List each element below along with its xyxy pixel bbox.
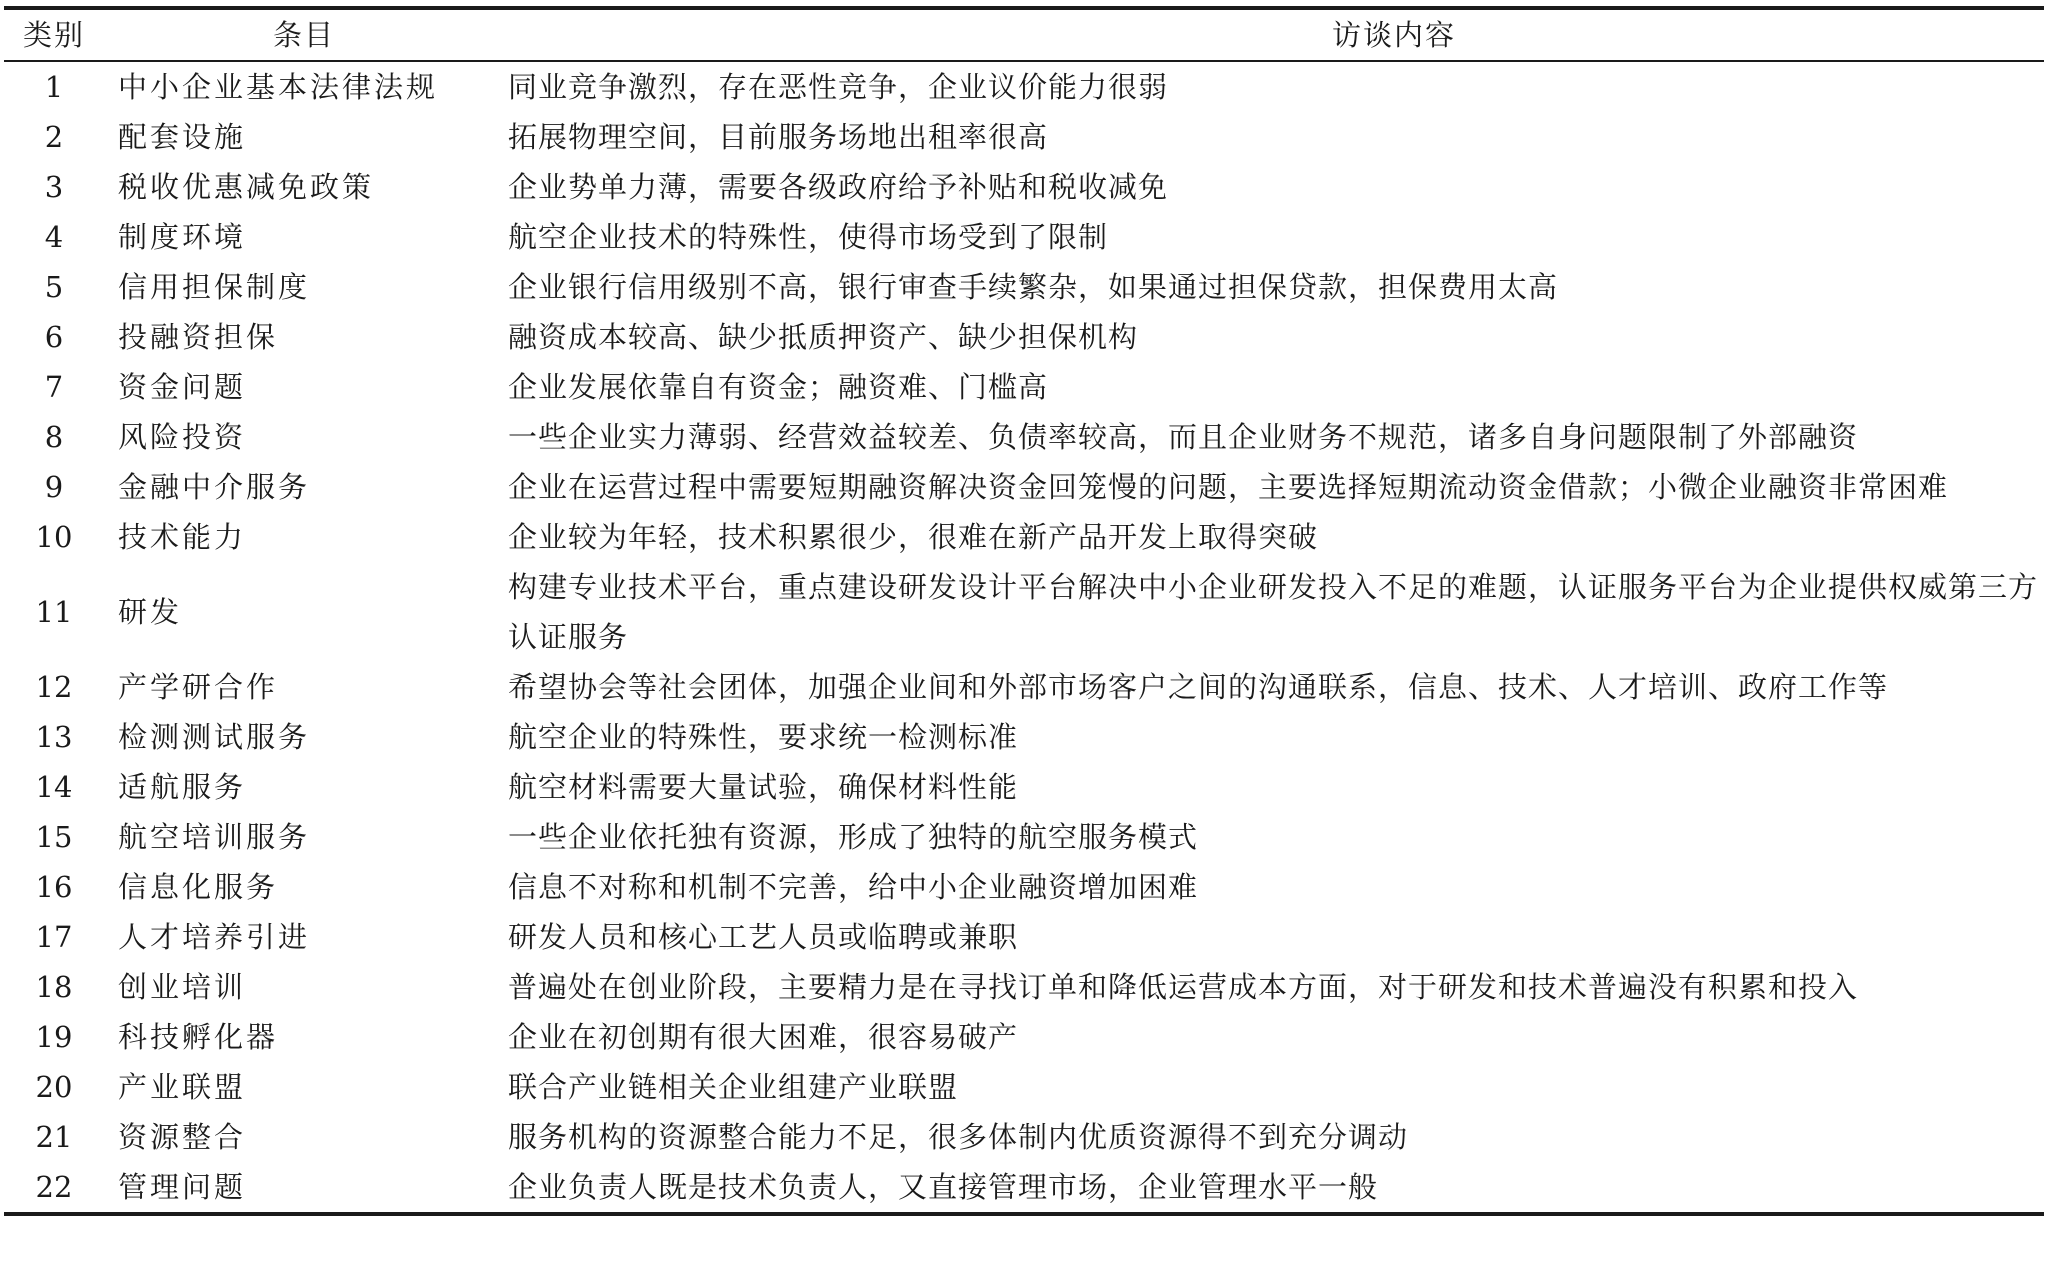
row-item: 检测测试服务 xyxy=(118,720,311,754)
row-number: 3 xyxy=(44,170,64,204)
row-content: 融资成本较高、缺少抵质押资产、缺少担保机构 xyxy=(508,320,1139,354)
row-item: 中小企业基本法律法规 xyxy=(118,70,439,104)
row-number: 22 xyxy=(35,1170,73,1204)
row-content: 航空企业技术的特殊性，使得市场受到了限制 xyxy=(508,220,1109,254)
row-item: 资金问题 xyxy=(118,370,247,404)
row-content: 研发人员和核心工艺人员或临聘或兼职 xyxy=(508,920,1019,954)
row-content: 普遍处在创业阶段，主要精力是在寻找订单和降低运营成本方面，对于研发和技术普遍没有积累和投入 xyxy=(508,970,1859,1004)
row-number: 21 xyxy=(35,1120,73,1154)
table-row xyxy=(4,312,2044,362)
table-row xyxy=(4,762,2044,812)
row-content: 企业在运营过程中需要短期融资解决资金回笼慢的问题，主要选择短期流动资金借款；小微企业融资非常困难 xyxy=(508,470,1949,504)
table-row xyxy=(4,512,2044,562)
table-row xyxy=(4,862,2044,912)
table-row xyxy=(4,1112,2044,1162)
row-number: 4 xyxy=(44,220,64,254)
row-content: 航空材料需要大量试验，确保材料性能 xyxy=(508,770,1019,804)
table-row xyxy=(4,662,2044,712)
row-content: 同业竞争激烈，存在恶性竞争，企业议价能力很弱 xyxy=(508,70,1169,104)
row-item: 产业联盟 xyxy=(118,1070,247,1104)
row-content: 一些企业依托独有资源，形成了独特的航空服务模式 xyxy=(508,820,1199,854)
table-row xyxy=(4,1162,2044,1214)
interview-table-container xyxy=(4,6,2044,1216)
header-category: 类别 xyxy=(22,18,85,52)
table-row xyxy=(4,412,2044,462)
row-item: 产学研合作 xyxy=(118,670,279,704)
row-number: 9 xyxy=(44,470,64,504)
table-row xyxy=(4,1062,2044,1112)
row-item: 信息化服务 xyxy=(118,870,279,904)
table-body xyxy=(4,61,2044,1214)
row-number: 7 xyxy=(44,370,64,404)
row-number: 15 xyxy=(35,820,73,854)
row-number: 13 xyxy=(35,720,73,754)
table-row xyxy=(4,462,2044,512)
header-item: 条目 xyxy=(272,18,335,52)
row-content: 航空企业的特殊性，要求统一检测标准 xyxy=(508,720,1019,754)
row-number: 8 xyxy=(44,420,64,454)
row-number: 10 xyxy=(35,520,73,554)
table-row xyxy=(4,912,2044,962)
table-row xyxy=(4,812,2044,862)
table-row xyxy=(4,712,2044,762)
row-item: 管理问题 xyxy=(118,1170,247,1204)
row-number: 18 xyxy=(35,970,73,1004)
row-content: 联合产业链相关企业组建产业联盟 xyxy=(508,1070,959,1104)
row-number: 14 xyxy=(35,770,73,804)
row-number: 5 xyxy=(44,270,64,304)
row-content: 企业较为年轻，技术积累很少，很难在新产品开发上取得突破 xyxy=(508,520,1319,554)
row-content: 信息不对称和机制不完善，给中小企业融资增加困难 xyxy=(508,870,1199,904)
row-item: 适航服务 xyxy=(118,770,247,804)
row-item: 金融中介服务 xyxy=(118,470,311,504)
row-number: 20 xyxy=(35,1070,73,1104)
row-number: 19 xyxy=(35,1020,73,1054)
row-number: 6 xyxy=(44,320,64,354)
row-content: 构建专业技术平台，重点建设研发设计平台解决中小企业研发投入不足的难题，认证服务平台为企业提供权威第三方认证服务 xyxy=(508,570,2039,654)
row-item: 投融资担保 xyxy=(118,320,279,354)
row-content: 企业势单力薄，需要各级政府给予补贴和税收减免 xyxy=(508,170,1169,204)
table-row xyxy=(4,112,2044,162)
table-row xyxy=(4,212,2044,262)
row-content: 服务机构的资源整合能力不足，很多体制内优质资源得不到充分调动 xyxy=(508,1120,1409,1154)
row-number: 17 xyxy=(35,920,73,954)
row-content: 一些企业实力薄弱、经营效益较差、负债率较高，而且企业财务不规范，诸多自身问题限制了外部融资 xyxy=(508,420,1859,454)
table-row xyxy=(4,262,2044,312)
table-row xyxy=(4,362,2044,412)
table-row xyxy=(4,61,2044,112)
row-number: 12 xyxy=(35,670,73,704)
row-item: 配套设施 xyxy=(118,120,247,154)
interview-table xyxy=(4,6,2044,1216)
row-content: 希望协会等社会团体，加强企业间和外部市场客户之间的沟通联系，信息、技术、人才培训、政府工作等 xyxy=(508,670,1889,704)
row-content: 企业在初创期有很大困难，很容易破产 xyxy=(508,1020,1019,1054)
row-number: 16 xyxy=(35,870,73,904)
row-item: 资源整合 xyxy=(118,1120,247,1154)
row-number: 11 xyxy=(35,595,73,629)
header-content: 访谈内容 xyxy=(1331,18,1456,52)
row-item: 创业培训 xyxy=(118,970,247,1004)
row-content: 企业负责人既是技术负责人，又直接管理市场，企业管理水平一般 xyxy=(508,1170,1379,1204)
header-row xyxy=(4,8,2044,61)
row-number: 1 xyxy=(44,70,64,104)
row-item: 人才培养引进 xyxy=(118,920,311,954)
row-item: 研发 xyxy=(118,595,183,629)
row-item: 制度环境 xyxy=(118,220,247,254)
row-item: 科技孵化器 xyxy=(118,1020,279,1054)
row-number: 2 xyxy=(44,120,64,154)
table-row xyxy=(4,162,2044,212)
table-row xyxy=(4,1012,2044,1062)
row-item: 风险投资 xyxy=(118,420,247,454)
row-content: 企业银行信用级别不高，银行审查手续繁杂，如果通过担保贷款，担保费用太高 xyxy=(508,270,1559,304)
row-item: 技术能力 xyxy=(118,520,247,554)
row-item: 税收优惠减免政策 xyxy=(118,170,375,204)
table-row xyxy=(4,962,2044,1012)
table-row xyxy=(4,562,2044,662)
table-header xyxy=(4,8,2044,61)
row-content: 企业发展依靠自有资金；融资难、门槛高 xyxy=(508,370,1049,404)
row-item: 信用担保制度 xyxy=(118,270,311,304)
row-item: 航空培训服务 xyxy=(118,820,311,854)
row-content: 拓展物理空间，目前服务场地出租率很高 xyxy=(508,120,1049,154)
